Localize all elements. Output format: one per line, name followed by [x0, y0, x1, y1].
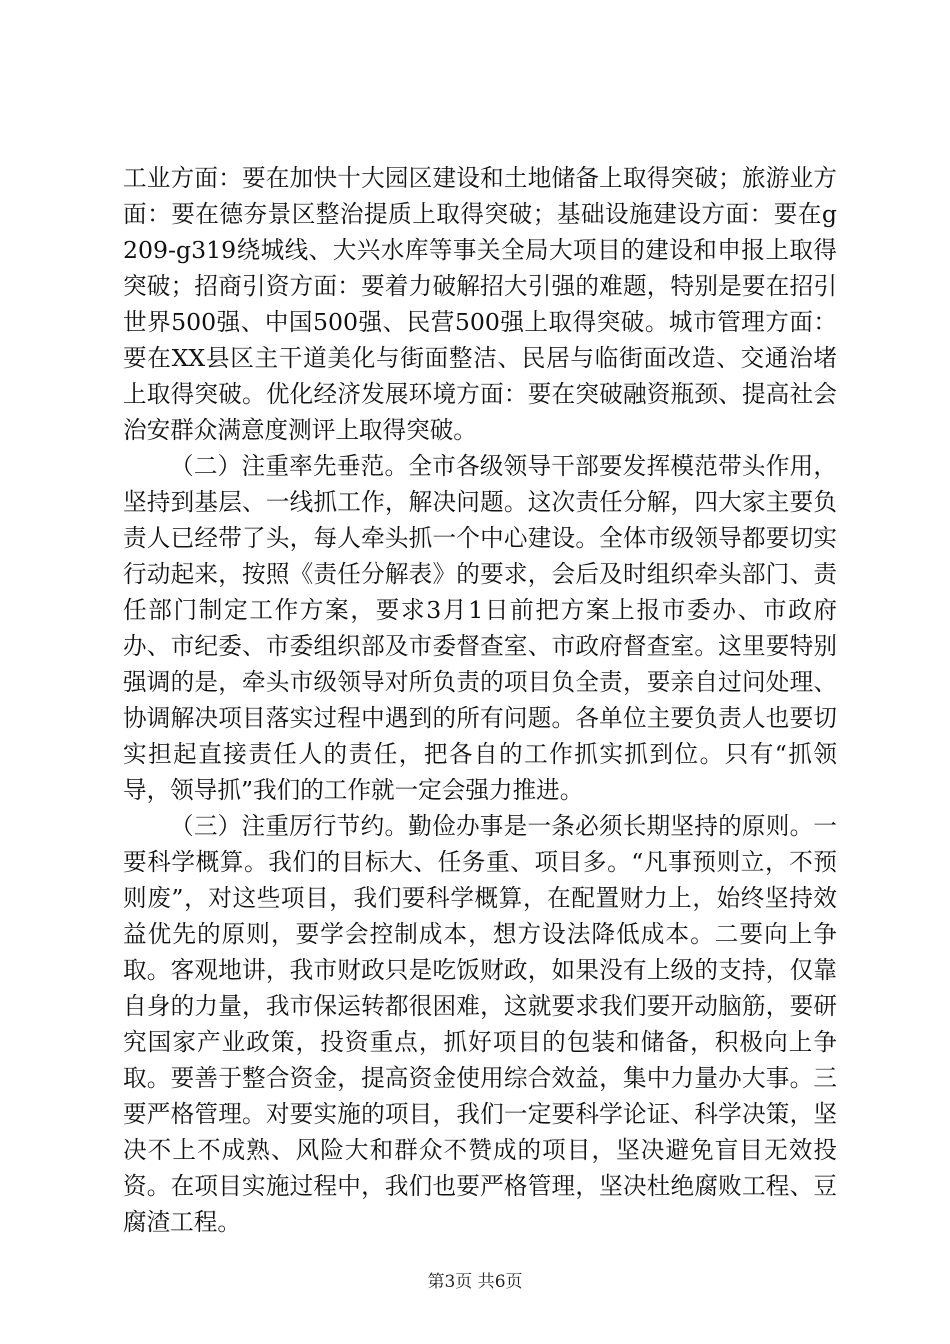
document-body [123, 160, 837, 1240]
page-number-footer: 第3页 共6页 [427, 1272, 523, 1292]
paragraph-practice-thrift: （三）注重厉行节约。勤俭办事是一条必须长期坚持的原则。一要科学概算。我们的目标大、任务重、项目多。“凡事预则立，不预则废”，对这些项目，我们要科学概算，在配置财力上，始终坚持效益优先的原则，要学会控制成本，想方设法降低成本。二要向上争取。客观地讲，我市财政只是吃饭财政，如果没有上级的支持，仅靠自身的力量，我市保运转都很困难，这就要求我们要开动脑筋，要研究国家产业政策，投资重点，抓好项目的包装和储备，积极向上争取。要善于整合资金，提高资金使用综合效益，集中力量办大事。三要严格管理。对要实施的项目，我们一定要科学论证、科学决策，坚决不上不成熟、风险大和群众不赞成的项目，坚决避免盲目无效投资。在项目实施过程中，我们也要严格管理，坚决杜绝腐败工程、豆腐渣工程。 [123, 812, 837, 1236]
paragraph-industry-goals: 工业方面：要在加快十大园区建设和土地储备上取得突破；旅游业方面：要在德夯景区整治提质上取得突破；基础设施建设方面：要在g209-g319绕城线、大兴水库等事关全局大项目的建设和申报上取得突破；招商引资方面：要着力破解招大引强的难题，特别是要在招引世界500强、中国500强、民营500强上取得突破。城市管理方面：要在XX县区主干道美化与街面整洁、民居与临街面改造、交通治堵上取得突破。优化经济发展环境方面：要在突破融资瓶颈、提高社会治安群众满意度测评上取得突破。 [123, 164, 837, 444]
paragraph-lead-by-example: （二）注重率先垂范。全市各级领导干部要发挥模范带头作用，坚持到基层、一线抓工作，解决问题。这次责任分解，四大家主要负责人已经带了头，每人牵头抓一个中心建设。全体市级领导都要切实行动起来，按照《责任分解表》的要求，会后及时组织牵头部门、责任部门制定工作方案，要求3月1日前把方案上报市委办、市政府办、市纪委、市委组织部及市委督查室、市政府督查室。这里要特别强调的是，牵头市级领导对所负责的项目负全责，要亲自过问处理、协调解决项目落实过程中遇到的所有问题。各单位主要负责人也要切实担起直接责任人的责任，把各自的工作抓实抓到位。只有“抓领导，领导抓”我们的工作就一定会强力推进。 [123, 452, 837, 804]
